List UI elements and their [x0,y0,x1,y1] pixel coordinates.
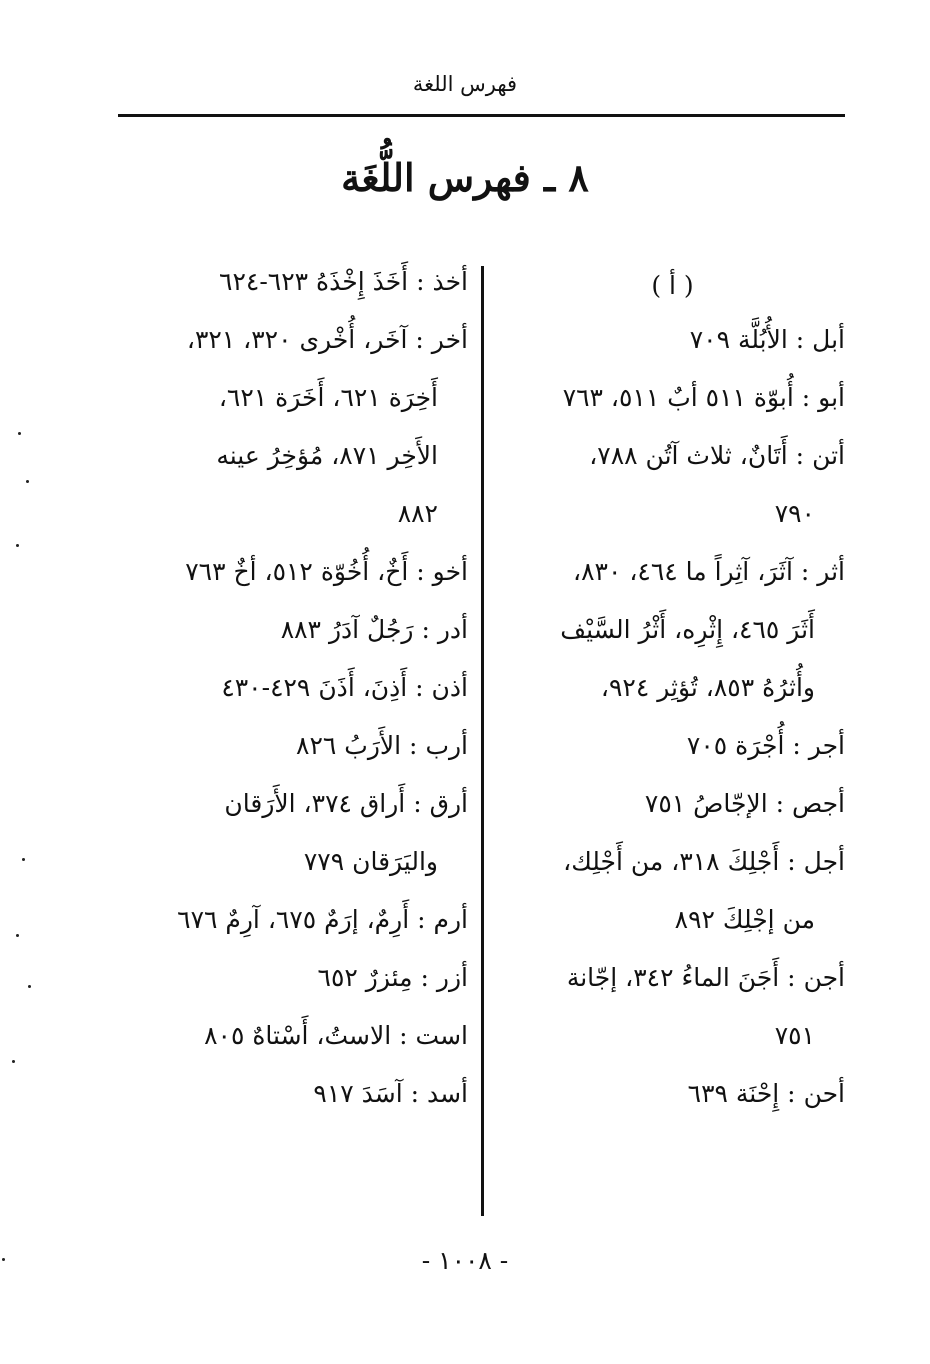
entry-headword: أجن [803,963,845,992]
left-column [118,266,468,1136]
entry-line: أخر : آخَر، أُخْرى ٣٢٠، ٣٢١، [186,325,468,354]
index-entry [500,440,845,530]
entry-line: أجص : الإجّاصُ ٧٥١ [644,789,845,818]
entry-headword: أجل [803,847,845,876]
entry-headword: أتن [812,441,845,470]
entry-text: أَخِرَة ٦٢١، أَخَرَة ٦٢١، [218,383,438,412]
entry-text: آسَدَ ٩١٧ [313,1079,403,1108]
entry-text: وأُثرُهُ ٨٥٣، تُؤثِر ٩٢٤، [600,673,815,702]
entry-text: أَتَانٌ، ثلاث آتُن ٧٨٨، [589,441,788,470]
index-entry [118,904,468,936]
entry-line: أثر : آثَرَ، آثِراً ما ٤٦٤، ٨٣٠، [573,557,845,586]
index-entry [500,382,845,414]
index-entry [118,266,468,298]
entry-text: أَثَرَ ٤٦٥، إِثْرِه، أَثْرُ السَّيْف [560,615,815,644]
scan-speck [22,858,25,861]
running-head: فهرس اللغة [412,72,518,96]
entry-line: أخذ : أَخَذَ إِخْذَهُ ٦٢٣-٦٢٤ [219,267,468,296]
entry-line: است : الاستُ، أَسْتاهٌ ٨٠٥ [204,1021,468,1050]
entry-headword: أسد [426,1079,468,1108]
entry-headword: أخر [431,325,468,354]
entry-text: أَجْلِكَ ٣١٨، من أَجْلِك، [563,847,780,876]
entry-line: أسد : آسَدَ ٩١٧ [313,1079,468,1108]
index-entry [118,1078,468,1110]
index-entry [500,846,845,936]
column-divider [481,266,484,1216]
entry-line: أجر : أُجْرَة ٧٠٥ [686,731,845,760]
scan-speck [26,480,29,483]
entry-headword: أذن [431,673,468,702]
entry-text: ٨٨٢ [397,499,438,528]
scan-speck [16,544,19,547]
entry-line: أجن : أَجَنَ الماءُ ٣٤٢، إجّانة [566,963,845,992]
entry-headword: أدر [437,615,468,644]
entry-text: الأَخِر ٨٧١، مُؤخِرُ عينه [216,441,438,470]
entry-headword: أجص [791,789,845,818]
entry-line: أرب : الأَرَبُ ٨٢٦ [296,731,468,760]
index-entry [118,324,468,530]
entry-text: الأُبُلَّة ٧٠٩ [689,325,788,354]
entry-text: آثَرَ، آثِراً ما ٤٦٤، ٨٣٠، [573,557,793,586]
index-entry [500,788,845,820]
right-entry-list [500,324,845,1110]
index-entry [500,1078,845,1110]
entry-headword: أبل [812,325,845,354]
section-letter: ( أ ) [651,271,694,300]
entry-line [500,498,845,530]
right-column [500,266,845,1136]
entry-headword: أرب [425,731,468,760]
entry-text: أَراق ٣٧٤، الأَرَقان [224,789,406,818]
entry-line [118,846,468,878]
entry-line: أخو : أَخٌ، أُخُوّة ٥١٢، أخٌ ٧٦٣ [185,557,468,586]
entry-headword: أجر [808,731,845,760]
index-entry [500,324,845,356]
index-entry [500,556,845,704]
index-entry [500,730,845,762]
entry-line: أرم : أَرِمٌ، إرَمٌ ٦٧٥، آرِمٌ ٦٧٦ [177,905,468,934]
scan-speck [16,934,19,937]
scan-speck [2,1258,5,1261]
entry-headword: أخذ [432,267,468,296]
entry-headword: است [415,1021,468,1050]
entry-text: مِئزرٌ ٦٥٢ [317,963,413,992]
chapter-title: ٨ ـ فهرس اللُّغَة [341,155,589,200]
entry-text: الإجّاصُ ٧٥١ [644,789,768,818]
entry-line: أرق : أَراق ٣٧٤، الأَرَقان [224,789,468,818]
entry-line [118,498,468,530]
entry-line [500,614,845,646]
entry-line: أبل : الأُبُلَّة ٧٠٩ [689,325,845,354]
entry-text: من إجْلِكَ ٨٩٢ [674,905,815,934]
index-entry [118,788,468,878]
entry-line: أبو : أُبوّة ٥١١ أبٌ ٥١١، ٧٦٣ [562,383,845,412]
scan-speck [12,1060,15,1063]
entry-text: أَجَنَ الماءُ ٣٤٢، إجّانة [566,963,780,992]
entry-headword: أزر [436,963,468,992]
entry-line: أذن : أَذِنَ، أَذَنَ ٤٢٩-٤٣٠ [221,673,468,702]
entry-line [118,440,468,472]
index-entry [118,1020,468,1052]
entry-text: أَخٌ، أُخُوّة ٥١٢، أخٌ ٧٦٣ [185,557,409,586]
entry-line: أزر : مِئزرٌ ٦٥٢ [317,963,468,992]
index-entry [118,672,468,704]
left-entry-list [118,266,468,1110]
page-number: - ١٠٠٨ - [421,1246,509,1275]
entry-text: آخَر، أُخْرى ٣٢٠، ٣٢١، [186,325,408,354]
entry-line: أدر : رَجُلٌ آدَرُ ٨٨٣ [280,615,468,644]
entry-line [500,1020,845,1052]
entry-text: الاستُ، أَسْتاهٌ ٨٠٥ [204,1021,392,1050]
entry-text: أَذِنَ، أَذَنَ ٤٢٩-٤٣٠ [221,673,408,702]
entry-text: أُبوّة ٥١١ أبٌ ٥١١، ٧٦٣ [562,383,794,412]
index-entry [118,556,468,588]
entry-line [118,382,468,414]
entry-line: أجل : أَجْلِكَ ٣١٨، من أَجْلِك، [563,847,845,876]
entry-text: أَخَذَ إِخْذَهُ ٦٢٣-٦٢٤ [219,267,409,296]
entry-headword: أرق [429,789,468,818]
entry-line [500,904,845,936]
entry-headword: أحن [803,1079,845,1108]
header-rule [118,114,845,117]
entry-text: الأَرَبُ ٨٢٦ [296,731,402,760]
entry-text: واليَرَقان ٧٧٩ [303,847,438,876]
entry-text: ٧٩٠ [774,499,815,528]
entry-headword: أثر [817,557,845,586]
index-entry [118,730,468,762]
index-entry [118,614,468,646]
entry-headword: أبو [818,383,845,412]
scan-speck [18,432,21,435]
entry-headword: أخو [432,557,468,586]
entry-text: رَجُلٌ آدَرُ ٨٨٣ [280,615,414,644]
index-entry [500,962,845,1052]
entry-text: أَرِمٌ، إرَمٌ ٦٧٥، آرِمٌ ٦٧٦ [177,905,410,934]
scan-speck [28,985,31,988]
index-entry [118,962,468,994]
entry-headword: أرم [433,905,468,934]
entry-line: أحن : إِحْنَة ٦٣٩ [687,1079,845,1108]
entry-text: ٧٥١ [774,1021,815,1050]
entry-text: إِحْنَة ٦٣٩ [687,1079,780,1108]
entry-text: أُجْرَة ٧٠٥ [686,731,785,760]
entry-line: أتن : أَتَانٌ، ثلاث آتُن ٧٨٨، [589,441,845,470]
entry-line [500,672,845,704]
